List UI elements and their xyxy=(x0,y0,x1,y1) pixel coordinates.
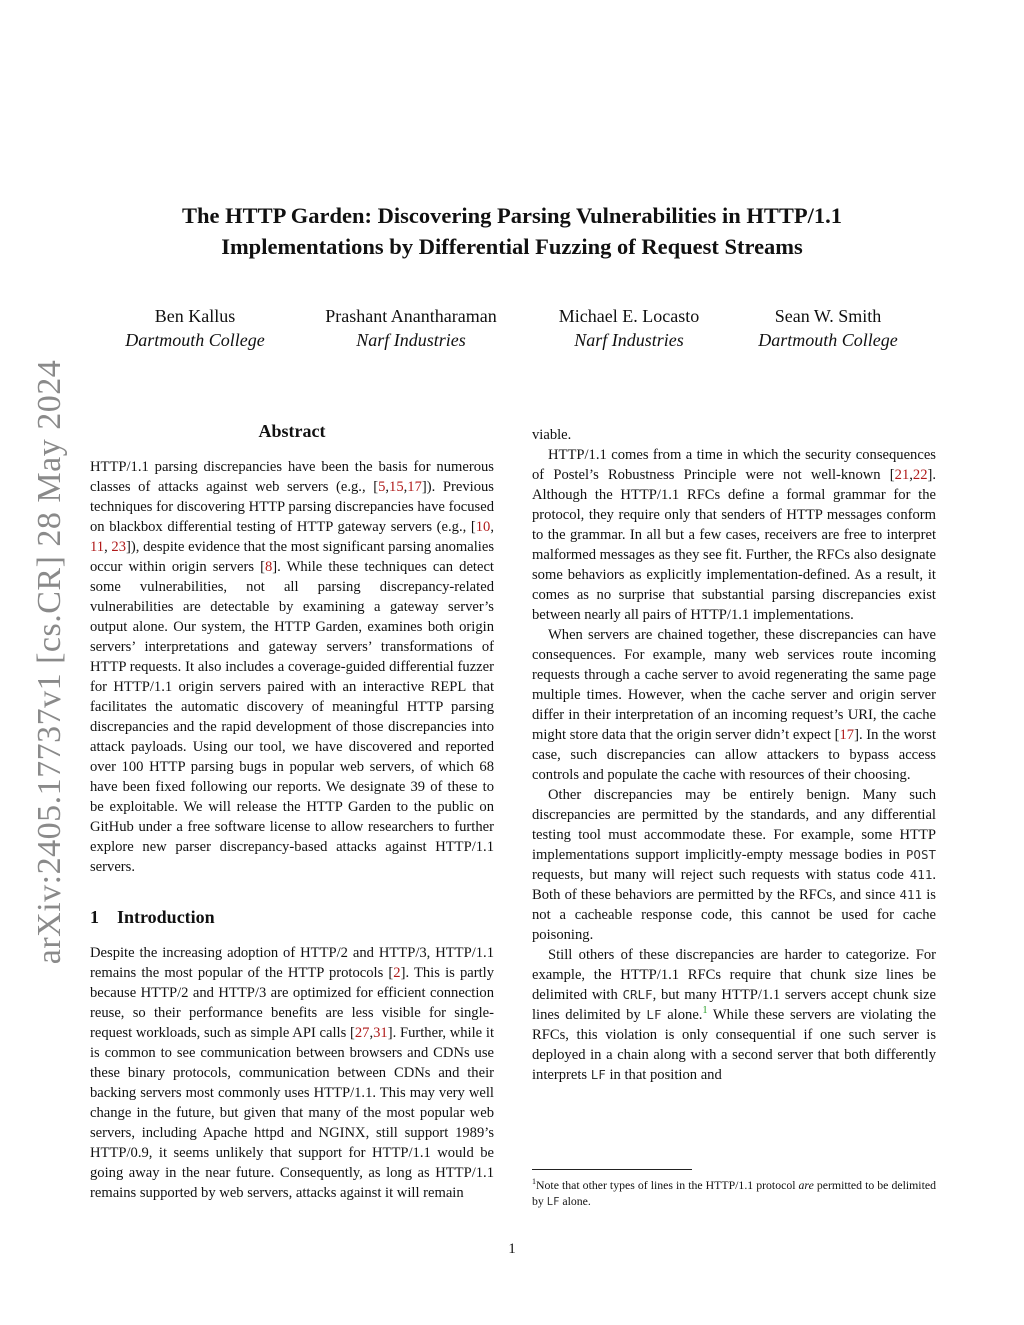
author-affiliation: Narf Industries xyxy=(356,330,466,350)
citation-link[interactable]: 27 xyxy=(354,1025,370,1041)
citation-link[interactable]: 23 xyxy=(111,539,127,555)
author-4 xyxy=(758,304,898,352)
paper-title-line-2: Implementations by Differential Fuzzing of Request Streams xyxy=(221,234,803,259)
author-2 xyxy=(325,304,496,352)
author-affiliation: Narf Industries xyxy=(574,330,684,350)
author-name: Prashant Anantharaman xyxy=(325,306,497,326)
author-1 xyxy=(125,304,265,352)
footnote: $^1$Note that other types of lines in the HTTP/1.1 protocol are permitted to be delimited by LF alone. xyxy=(532,1177,936,1208)
citation-link[interactable]: 17 xyxy=(839,727,855,743)
inline-code: LF xyxy=(646,1007,662,1022)
intro-paragraph-2: HTTP/1.1 comes from a time in which the security consequences of Postel’s Robustness Principle were not well-known [21,22]. Although the HTTP/1.1 RFCs define a formal grammar for the protocol, they require only that senders of HTTP messages conform to the grammar. In all but a few cases, receivers are free to interpret malformed messages as they see fit. Further, the RFCs also designate some behaviors as explicitly implementation-defined. As a result, it comes as no surprise that substantial parsing discrepancies exist between nearly all pairs of HTTP/1.1 implementations. xyxy=(532,447,936,623)
paper-title xyxy=(90,200,934,262)
author-name: Ben Kallus xyxy=(154,306,236,326)
intro-paragraph-1-continued: viable. xyxy=(532,427,572,443)
inline-code: CRLF xyxy=(622,987,653,1002)
citation-link[interactable]: 8 xyxy=(265,559,273,575)
right-column xyxy=(532,425,936,1085)
inline-code: 411 xyxy=(899,887,923,902)
arxiv-identifier: arXiv:2405.17737v1 [cs.CR] 28 May 2024 xyxy=(31,359,68,965)
author-name: Michael E. Locasto xyxy=(558,306,700,326)
citation-link[interactable]: 31 xyxy=(373,1025,388,1041)
section-heading-introduction: 1 Introduction xyxy=(90,907,215,927)
citation-link[interactable]: 10 xyxy=(475,519,491,535)
footnote-divider xyxy=(532,1169,692,1170)
inline-code: LF xyxy=(546,1196,560,1208)
inline-code: POST xyxy=(905,847,936,862)
citation-link[interactable]: 17 xyxy=(407,479,422,495)
author-affiliation: Dartmouth College xyxy=(125,330,265,350)
citation-link[interactable]: 15 xyxy=(389,479,404,495)
intro-paragraph-1: Despite the increasing adoption of HTTP/2 and HTTP/3, HTTP/1.1 remains the most popular of the HTTP protocols [2]. This is partly because HTTP/2 and HTTP/3 are optimized for efficient connection reuse, so their performance benefits are less visible for single-request workloads, such as simple API calls [27,31]. Further, while it is common to see communication between browsers and CDNs use these binary protocols, communication between CDNs and their backing servers most commonly uses HTTP/1.1. This may very well change in the future, but given that many of the most popular web servers, including Apache httpd and NGINX, still support 1989’s HTTP/0.9, it seems unlikely that support for HTTP/1.1 would be going away in the near future. Consequently, as long as HTTP/1.1 remains supported by web servers, attacks against it will remain xyxy=(90,945,494,1201)
inline-code: LF xyxy=(590,1067,606,1082)
paper-title-line-1: The HTTP Garden: Discovering Parsing Vulnerabilities in HTTP/1.1 xyxy=(181,203,843,228)
citation-link[interactable]: 22 xyxy=(912,467,928,483)
intro-paragraph-4: Other discrepancies may be entirely benign. Many such discrepancies are permitted by the standards, and any differential testing tool must accommodate these. For example, some HTTP implementations support implicitly-empty message bodies in POST requests, but many will reject such requests with status code 411. Both of these behaviors are permitted by the RFCs, and since 411 is not a cacheable response code, this cannot be used for cache poisoning. xyxy=(532,787,936,943)
author-name: Sean W. Smith xyxy=(774,306,882,326)
footnote-link[interactable]: 1 xyxy=(702,1005,708,1017)
citation-link[interactable]: 21 xyxy=(894,467,910,483)
author-affiliation: Dartmouth College xyxy=(758,330,898,350)
author-3 xyxy=(559,304,699,352)
abstract-heading: Abstract xyxy=(258,421,326,441)
abstract-text: HTTP/1.1 parsing discrepancies have been the basis for numerous classes of attacks against web servers (e.g., [5,15,17]). Previous techniques for discovering HTTP parsing discrepancies have focused on blackbox differential testing of HTTP gateway servers (e.g., [10, 11, 23]), despite evidence that the most significant parsing anomalies occur within origin servers [8]. While these techniques can detect some vulnerabilities, not all parsing discrepancy-related vulnerabilities are detectable by examining a gateway server’s output alone. Our system, the HTTP Garden, examines both origin servers’ interpretations and gateway servers’ transformations of HTTP requests. It also includes a coverage-guided differential fuzzer for HTTP/1.1 origin servers paired with an interactive REPL that facilitates the automatic discovery of meaningful HTTP parsing discrepancies and the rapid development of those discrepancies into attack payloads. Using our tool, we have discovered and reported over 100 HTTP parsing bugs in popular web servers, of which 68 have been fixed following our reports. We designate 39 of these to be exploitable. We will release the HTTP Garden to the public on GitHub under a free software license to allow researchers to further explore new parser discrepancy-based attacks against HTTP/1.1 servers. xyxy=(90,459,495,875)
citation-link[interactable]: 11 xyxy=(90,539,105,555)
left-column xyxy=(90,421,494,1203)
inline-code: 411 xyxy=(909,867,933,882)
intro-paragraph-3: When servers are chained together, these discrepancies can have consequences. For example, many web services route incoming requests through a cache server to avoid regenerating the same page multiple times. However, when the cache server and origin server differ in their interpretation of an incoming request’s URI, the cache might store data that the origin server didn’t expect [17]. In the worst case, such discrepancies can allow attackers to bypass access controls and populate the cache with resources of their choosing. xyxy=(532,627,936,783)
citation-link[interactable]: 2 xyxy=(393,965,401,981)
intro-paragraph-5: Still others of these discrepancies are harder to categorize. For example, the HTTP/1.1 RFCs require that chunk size lines be delimited with CRLF, but many HTTP/1.1 servers accept chunk size lines delimited by LF alone.$^1$ While these servers are violating the RFCs, this violation is only consequential if one such server is deployed in a chain along with a second server that both differently interprets LF in that position and xyxy=(532,947,936,1083)
page-number: 1 xyxy=(508,1241,516,1257)
citation-link[interactable]: 5 xyxy=(378,479,386,495)
